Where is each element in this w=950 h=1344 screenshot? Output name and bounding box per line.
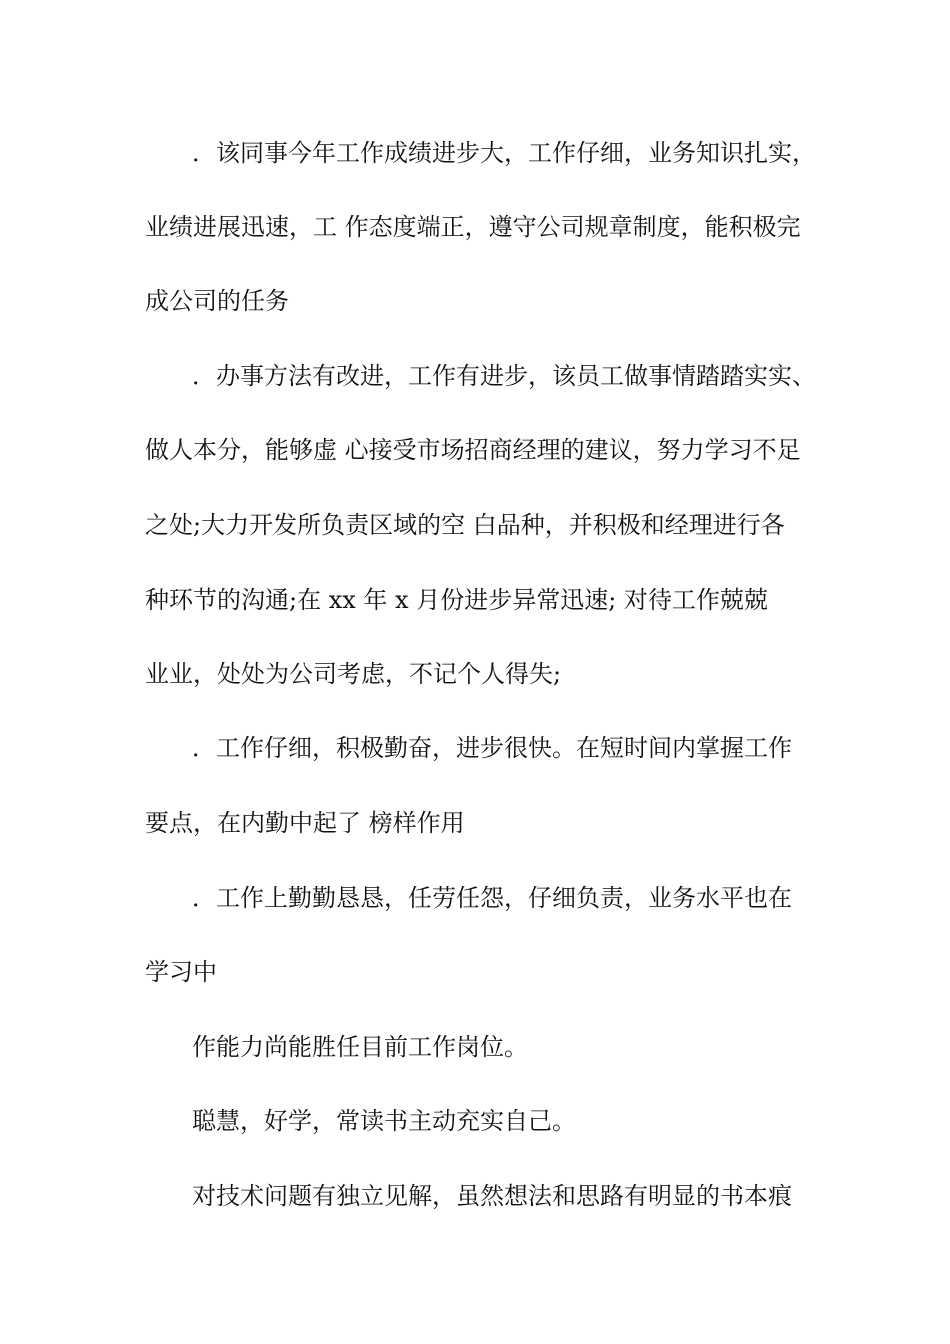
paragraph-2-line-5: 业业，处处为公司考虑，不记个人得失; <box>145 660 562 688</box>
paragraph-4-line-1: ．工作上勤勤恳恳，任劳任怨，仔细负责，业务水平也在 <box>192 884 792 912</box>
paragraph-2-line-2: 做人本分，能够虚 心接受市场招商经理的建议，努力学习不足 <box>145 436 801 464</box>
paragraph-2-line-1: ．办事方法有改进，工作有进步，该员工做事情踏踏实实、 <box>192 362 816 390</box>
paragraph-1-line-1: ．该同事今年工作成绩进步大，工作仔细，业务知识扎实， <box>192 139 816 167</box>
paragraph-3-line-2: 要点，在内勤中起了 榜样作用 <box>145 809 465 837</box>
paragraph-4-line-2: 学习中 <box>145 958 217 986</box>
paragraph-6-line-1: 聪慧，好学，常读书主动充实自己。 <box>192 1107 576 1135</box>
paragraph-1-line-2: 业绩进展迅速，工 作态度端正，遵守公司规章制度，能积极完 <box>145 213 801 241</box>
paragraph-7-line-1: 对技术问题有独立见解，虽然想法和思路有明显的书本痕 <box>192 1182 792 1210</box>
paragraph-1-line-3: 成公司的任务 <box>145 287 289 315</box>
paragraph-2-line-4: 种环节的沟通;在 xx 年 x 月份进步异常迅速; 对待工作兢兢 <box>145 586 768 614</box>
paragraph-5-line-1: 作能力尚能胜任目前工作岗位。 <box>192 1033 528 1061</box>
paragraph-3-line-1: ．工作仔细，积极勤奋，进步很快。在短时间内掌握工作 <box>192 734 792 762</box>
paragraph-2-line-3: 之处;大力开发所负责区域的空 白品种，并积极和经理进行各 <box>145 511 785 539</box>
